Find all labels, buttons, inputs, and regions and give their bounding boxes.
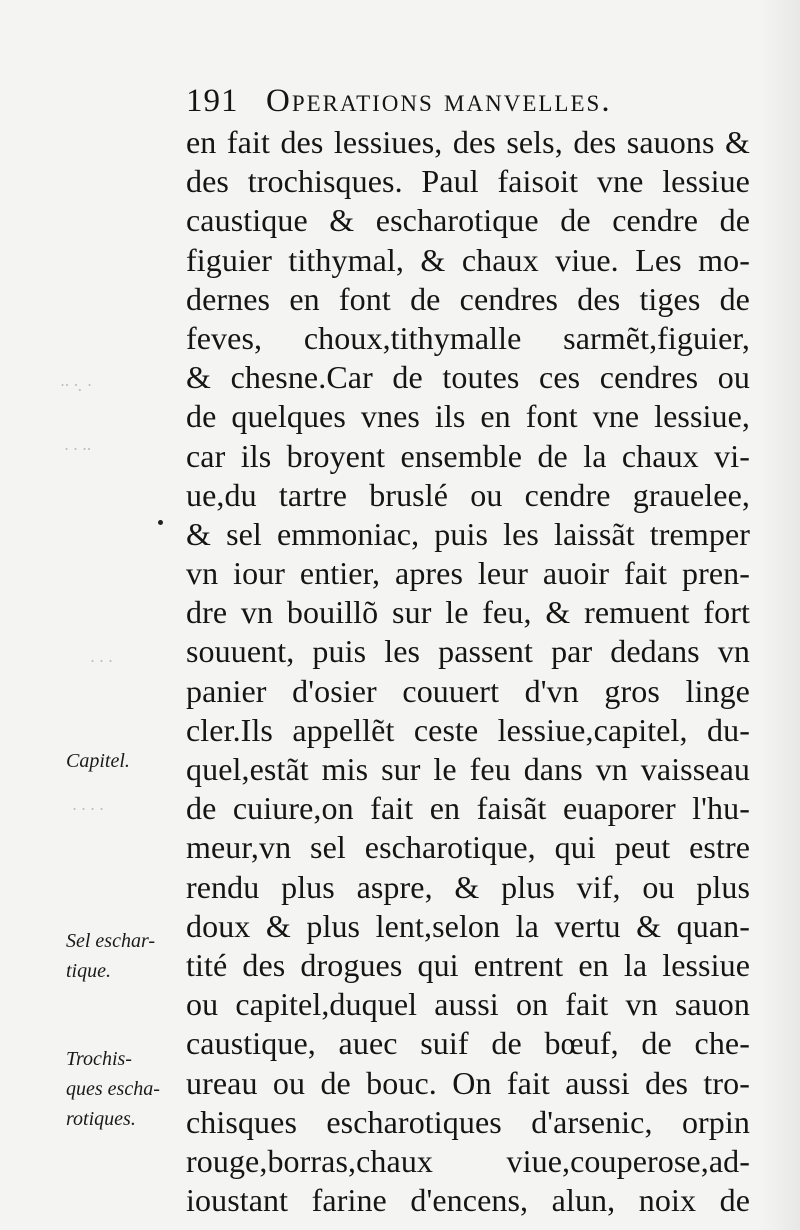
text-line: caustique, auec suif de bœuf, de che-	[186, 1025, 750, 1062]
text-line: dernes en font de cendres des tiges de	[186, 280, 750, 317]
text-line: quel,estãt mis sur le feu dans vn vaisseau	[186, 751, 750, 787]
show-through-mark: · · ·	[90, 651, 113, 671]
text-line: ou capitel,duquel aussi on fait vn sauon	[186, 986, 750, 1023]
text-line: panier d'osier couuert d'vn gros linge	[186, 672, 750, 709]
text-line: chisques escharotiques d'arsenic, orpin	[186, 1103, 750, 1140]
margin-note-line: Trochis-	[66, 1048, 132, 1070]
text-line: rendu plus aspre, & plus vif, ou plus	[186, 868, 750, 905]
text-line: ue,du tartre bruslé ou cendre grauelee,	[186, 476, 750, 513]
text-line: figuier tithymal, & chaux viue. Les mo-	[186, 241, 750, 278]
text-line: tité des drogues qui entrent en la lessiue	[186, 946, 750, 983]
margin-note-sel-escharotique	[66, 926, 188, 986]
text-line: ioustant farine d'encens, alun, noix de	[186, 1182, 750, 1219]
running-title: Operations manvelles.	[266, 83, 612, 119]
text-line: cler.Ils appellẽt ceste lessiue,capitel, du-	[186, 711, 750, 748]
text-line: ureau ou de bouc. On fait aussi des tro-	[186, 1064, 750, 1101]
margin-note-line: Capitel.	[66, 750, 130, 772]
text-line: & sel emmoniac, puis les laissãt tremper	[186, 515, 750, 552]
page-header	[186, 80, 746, 122]
text-line: & chesne.Car de toutes ces cendres ou	[186, 359, 750, 396]
text-line: en fait des lessiues, des sels, des sauons &	[186, 124, 750, 160]
margin-note-line: ques escha-	[66, 1078, 160, 1100]
show-through-mark: ·· ·. ·	[60, 375, 92, 395]
text-line: dre vn bouillõ sur le feu, & remuent fort	[186, 594, 750, 631]
text-line: de quelques vnes ils en font vne lessiue,	[186, 398, 750, 435]
margin-note-line: Sel eschar-	[66, 930, 156, 952]
margin-dot	[158, 520, 163, 525]
text-line: de cuiure,on fait en faisãt euaporer l'hu-	[186, 790, 750, 827]
text-line: vn iour entier, apres leur auoir fait pren-	[186, 555, 750, 592]
margin-note-line: rotiques.	[66, 1108, 136, 1130]
text-line: doux & plus lent,selon la vertu & quan-	[186, 907, 750, 944]
text-line: caustique & escharotique de cendre de	[186, 202, 750, 239]
text-line: rouge,borras,chaux viue,couperose,ad-	[186, 1142, 750, 1179]
text-line: souuent, puis les passent par dedans vn	[186, 633, 750, 670]
body-text	[186, 123, 750, 1220]
margin-note-line: tique.	[66, 960, 111, 982]
text-line: feves, choux,tithymalle sarmẽt,figuier,	[186, 319, 750, 356]
text-line: des trochisques. Paul faisoit vne lessiue	[186, 163, 750, 200]
text-line: car ils broyent ensemble de la chaux vi-	[186, 437, 750, 474]
show-through-mark: · · · ·	[72, 799, 104, 819]
margin-note-capitel	[66, 746, 188, 776]
page-number: 191	[186, 83, 239, 119]
margin-note-trochisques	[66, 1044, 188, 1134]
text-line: meur,vn sel escharotique, qui peut estre	[186, 829, 750, 866]
page-edge-shadow	[760, 0, 800, 1230]
show-through-mark: · · ··	[64, 439, 91, 459]
